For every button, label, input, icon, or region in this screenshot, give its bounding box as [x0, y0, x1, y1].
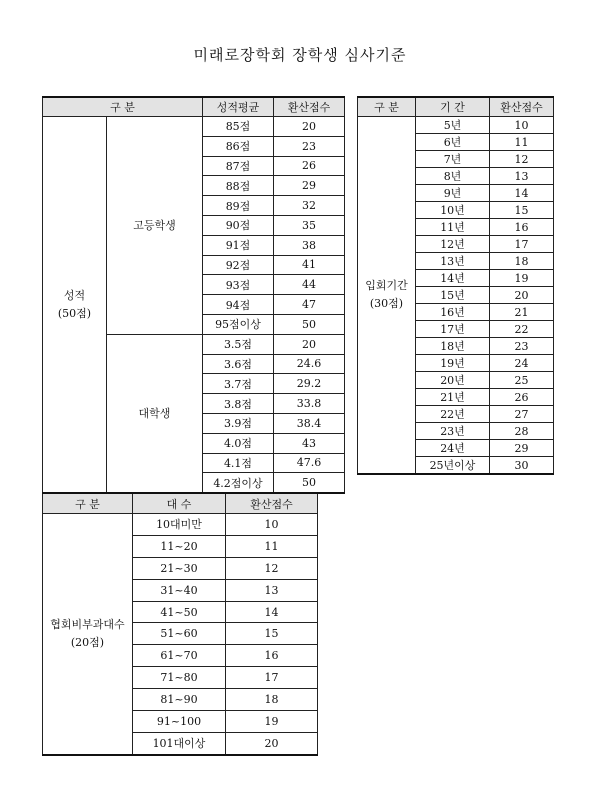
count-cell: 91~100	[133, 711, 226, 733]
score-cell: 17	[226, 667, 318, 689]
score-cell: 38	[274, 235, 345, 255]
count-cell: 61~70	[133, 645, 226, 667]
score-cell: 20	[490, 287, 554, 304]
count-cell: 41~50	[133, 601, 226, 623]
header-period: 기 간	[416, 97, 490, 117]
high-school-group-label: 고등학생	[107, 117, 203, 335]
score-cell: 12	[226, 557, 318, 579]
score-cell: 26	[490, 389, 554, 406]
score-cell: 43	[274, 433, 345, 453]
header-score: 환산점수	[274, 97, 345, 117]
tenure-table	[357, 96, 554, 475]
period-cell: 25년이상	[416, 457, 490, 475]
score-cell: 29	[490, 440, 554, 457]
score-cell: 11	[226, 535, 318, 557]
score-cell: 16	[490, 219, 554, 236]
period-cell: 11년	[416, 219, 490, 236]
average-cell: 88점	[203, 176, 274, 196]
header-count: 대 수	[133, 493, 226, 514]
score-cell: 23	[274, 136, 345, 156]
score-cell: 13	[490, 168, 554, 185]
period-cell: 5년	[416, 117, 490, 134]
header-category: 구 분	[43, 97, 203, 117]
period-cell: 7년	[416, 151, 490, 168]
score-cell: 20	[274, 334, 345, 354]
average-cell: 91점	[203, 235, 274, 255]
period-cell: 24년	[416, 440, 490, 457]
count-cell: 10대미만	[133, 514, 226, 536]
average-cell: 3.9점	[203, 413, 274, 433]
average-cell: 3.5점	[203, 334, 274, 354]
header-average: 성적평균	[203, 97, 274, 117]
score-cell: 29	[274, 176, 345, 196]
score-cell: 24	[490, 355, 554, 372]
count-cell: 31~40	[133, 579, 226, 601]
period-cell: 21년	[416, 389, 490, 406]
score-cell: 20	[274, 117, 345, 137]
header-category: 구 분	[43, 493, 133, 514]
average-cell: 3.8점	[203, 394, 274, 414]
score-cell: 14	[490, 185, 554, 202]
header-category: 구 분	[358, 97, 416, 117]
grades-table	[42, 96, 345, 494]
score-cell: 38.4	[274, 413, 345, 433]
period-cell: 20년	[416, 372, 490, 389]
count-cell: 71~80	[133, 667, 226, 689]
score-cell: 24.6	[274, 354, 345, 374]
average-cell: 90점	[203, 215, 274, 235]
average-cell: 89점	[203, 196, 274, 216]
average-cell: 86점	[203, 136, 274, 156]
period-cell: 8년	[416, 168, 490, 185]
document-title: 미래로장학회 장학생 심사기준	[193, 46, 407, 64]
score-cell: 16	[226, 645, 318, 667]
score-cell: 25	[490, 372, 554, 389]
count-cell: 51~60	[133, 623, 226, 645]
average-cell: 85점	[203, 117, 274, 137]
score-cell: 50	[274, 314, 345, 334]
score-cell: 12	[490, 151, 554, 168]
category-label: 입회기간	[365, 279, 408, 292]
average-cell: 4.1점	[203, 453, 274, 473]
score-cell: 21	[490, 304, 554, 321]
period-cell: 22년	[416, 406, 490, 423]
score-cell: 19	[226, 711, 318, 733]
average-cell: 93점	[203, 275, 274, 295]
period-cell: 19년	[416, 355, 490, 372]
score-cell: 10	[226, 514, 318, 536]
score-cell: 18	[226, 689, 318, 711]
table-row	[43, 514, 318, 536]
score-cell: 11	[490, 134, 554, 151]
score-cell: 33.8	[274, 394, 345, 414]
score-cell: 22	[490, 321, 554, 338]
score-cell: 44	[274, 275, 345, 295]
category-label: 협회비부과대수	[50, 617, 125, 631]
average-cell: 92점	[203, 255, 274, 275]
vehicles-category-cell	[43, 514, 133, 755]
score-cell: 27	[490, 406, 554, 423]
score-cell: 18	[490, 253, 554, 270]
table-row	[358, 117, 554, 134]
count-cell: 11~20	[133, 535, 226, 557]
score-cell: 30	[490, 457, 554, 475]
score-cell: 17	[490, 236, 554, 253]
score-cell: 29.2	[274, 374, 345, 394]
period-cell: 16년	[416, 304, 490, 321]
period-cell: 15년	[416, 287, 490, 304]
period-cell: 6년	[416, 134, 490, 151]
score-cell: 15	[226, 623, 318, 645]
score-cell: 32	[274, 196, 345, 216]
category-label: 성적	[63, 288, 86, 302]
score-cell: 50	[274, 473, 345, 493]
header-score: 환산점수	[490, 97, 554, 117]
period-cell: 23년	[416, 423, 490, 440]
average-cell: 94점	[203, 295, 274, 315]
category-points: (30점)	[369, 297, 404, 310]
period-cell: 18년	[416, 338, 490, 355]
category-points: (20점)	[70, 635, 105, 649]
average-cell: 4.0점	[203, 433, 274, 453]
average-cell: 87점	[203, 156, 274, 176]
tenure-category-cell	[358, 117, 416, 475]
period-cell: 14년	[416, 270, 490, 287]
score-cell: 20	[226, 732, 318, 754]
period-cell: 17년	[416, 321, 490, 338]
score-cell: 15	[490, 202, 554, 219]
score-cell: 23	[490, 338, 554, 355]
score-cell: 47.6	[274, 453, 345, 473]
score-cell: 13	[226, 579, 318, 601]
period-cell: 12년	[416, 236, 490, 253]
count-cell: 21~30	[133, 557, 226, 579]
university-group-label: 대학생	[107, 334, 203, 493]
average-cell: 95점이상	[203, 314, 274, 334]
score-cell: 19	[490, 270, 554, 287]
score-cell: 26	[274, 156, 345, 176]
score-cell: 28	[490, 423, 554, 440]
period-cell: 13년	[416, 253, 490, 270]
count-cell: 81~90	[133, 689, 226, 711]
average-cell: 3.7점	[203, 374, 274, 394]
grades-category-cell	[43, 117, 107, 494]
count-cell: 101대이상	[133, 732, 226, 754]
score-cell: 47	[274, 295, 345, 315]
score-cell: 35	[274, 215, 345, 235]
average-cell: 4.2점이상	[203, 473, 274, 493]
score-cell: 10	[490, 117, 554, 134]
category-points: (50점)	[57, 306, 92, 320]
score-cell: 41	[274, 255, 345, 275]
period-cell: 10년	[416, 202, 490, 219]
average-cell: 3.6점	[203, 354, 274, 374]
period-cell: 9년	[416, 185, 490, 202]
score-cell: 14	[226, 601, 318, 623]
vehicles-table	[42, 492, 318, 756]
header-score: 환산점수	[226, 493, 318, 514]
table-row	[43, 117, 345, 137]
